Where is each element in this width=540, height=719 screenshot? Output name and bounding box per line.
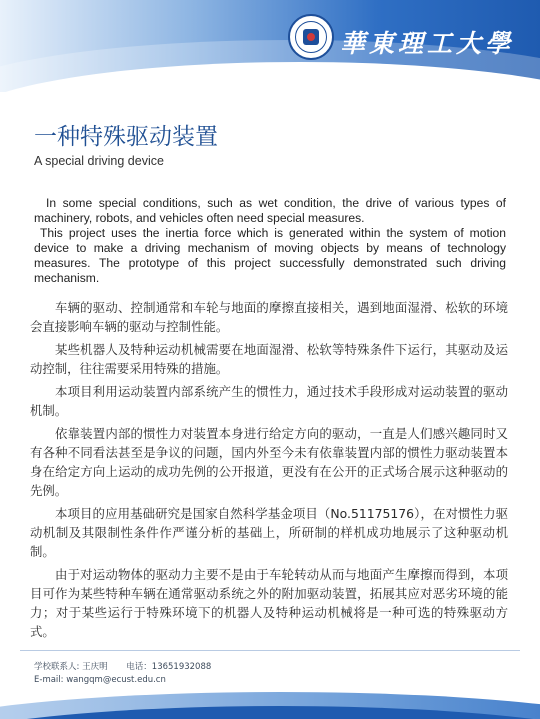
body-paragraph: 由于对运动物体的驱动力主要不是由于车轮转动从而与地面产生摩擦而得到，本项目可作为某些特种车辆在通常驱动系统之外的附加驱动装置，拓展其应对恶劣环境的能力；对于某些运行于特殊环境下的机器人及特种运动机械将是一种可选的特殊驱动方式。: [30, 567, 508, 639]
body-paragraph: 本项目利用运动装置内部系统产生的惯性力，通过技术手段形成对运动装置的驱动机制。: [30, 384, 508, 418]
footer-divider: [20, 650, 520, 651]
body-paragraph: 依靠装置内部的惯性力对装置本身进行给定方向的驱动，一直是人们感兴趣同时又有各种不同看法甚至是争议的问题，国内外至今未有依靠装置内部的惯性力驱动装置本身在给定方向上运动的成功先例的公开报道，更没有在公开的正式场合展示这种驱动的先例。: [30, 426, 508, 498]
chinese-body: [30, 298, 508, 645]
university-name: 華東理工大學: [340, 29, 515, 58]
page-subtitle-english: A special driving device: [34, 154, 164, 168]
footer: [0, 632, 540, 719]
university-seal-icon: [288, 14, 334, 60]
body-paragraph: 车辆的驱动、控制通常和车轮与地面的摩擦直接相关，遇到地面湿滑、松软的环境会直接影响车辆的驱动与控制性能。: [30, 300, 508, 334]
header-banner: [0, 0, 540, 92]
contact-email[interactable]: E-mail: wangqm@ecust.edu.cn: [34, 675, 166, 685]
english-abstract: [34, 196, 506, 286]
contact-info: [34, 661, 227, 687]
contact-phone: 电话：13651932088: [126, 662, 212, 672]
body-paragraph: 某些机器人及特种运动机械需要在地面湿滑、松软等特殊条件下运行，其驱动及运动控制，往往需要采用特殊的措施。: [30, 342, 508, 376]
abstract-paragraph: This project uses the inertia force which is generated within the system of motion device to make a driving mechanism of moving objects by means of technology measures. The prototype of this project successfully demonstrated such driving mechanism.: [34, 226, 506, 285]
contact-person: 学校联系人: 王庆明: [34, 662, 108, 672]
body-paragraph: 本项目的应用基础研究是国家自然科学基金项目（No.51175176），在对惯性力驱动机制及其限制性条件作严谨分析的基础上，所研制的样机成功地展示了这种驱动机制。: [30, 506, 508, 559]
page-title: 一种特殊驱动装置: [34, 124, 218, 150]
abstract-paragraph: In some special conditions, such as wet condition, the drive of various types of machinery, robots, and vehicles often need special measures.: [34, 196, 506, 225]
